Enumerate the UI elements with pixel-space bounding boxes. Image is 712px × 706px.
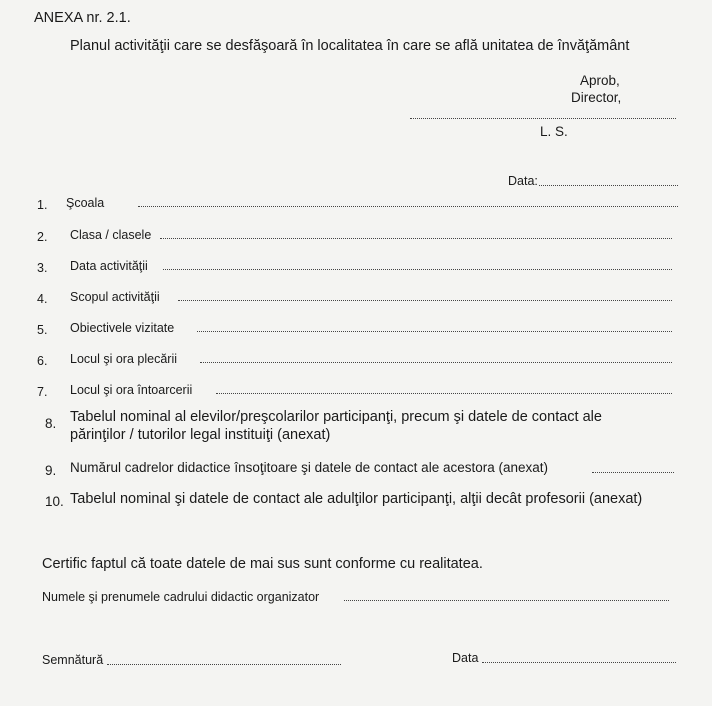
item-fill-line [178,300,672,301]
item-number: 8. [45,416,57,431]
approve-label: Aprob, [580,73,620,88]
item-number: 7. [37,385,48,399]
item-label-adults-table: Tabelul nominal şi datele de contact ale adulţilor participanţi, alţii decât profesorii (anexat) [70,491,643,507]
item-fill-line [163,269,672,270]
approval-date-label: Data: [508,174,538,188]
item-label-students-table-cont: părinţilor / tutorilor legal instituiţi (anexat) [70,427,331,443]
item-number: 3. [37,261,48,275]
item-number: 10. [45,494,64,509]
item-number: 9. [45,463,57,478]
director-label: Director, [571,90,622,105]
bottom-date-label: Data [452,651,479,665]
item-label-teachers: Numărul cadrelor didactice însoţitoare şi datele de contact ale acestora (anexat) [70,460,549,475]
item-label-return: Locul şi ora întoarcerii [70,383,193,397]
item-number: 6. [37,354,48,368]
item-fill-line [200,362,672,363]
item-fill-line [160,238,672,239]
item-label-activity-purpose: Scopul activităţii [70,290,160,304]
organizer-label: Numele şi prenumele cadrului didactic organizator [42,590,320,604]
item-fill-line [138,206,678,207]
signature-fill-line [107,664,341,665]
item-label-students-table: Tabelul nominal al elevilor/preşcolarilor participanţi, precum şi datele de contact ale [70,409,602,425]
item-label-classes: Clasa / clasele [70,228,152,242]
seal-label: L. S. [540,124,568,139]
annex-label: ANEXA nr. 2.1. [34,10,131,26]
bottom-date-fill-line [482,662,676,663]
item-fill-line [592,472,674,473]
item-fill-line [197,331,672,332]
organizer-fill-line [344,600,669,601]
item-label-visited-objectives: Obiectivele vizitate [70,321,175,335]
item-label-departure: Locul şi ora plecării [70,352,177,366]
item-fill-line [216,393,672,394]
item-number: 5. [37,323,48,337]
director-signature-line [410,118,676,119]
item-number: 1. [37,198,48,212]
signature-label: Semnătură [42,653,104,667]
item-number: 4. [37,292,48,306]
item-label-school: Şcoala [66,196,105,210]
item-label-activity-date: Data activităţii [70,259,148,273]
approval-date-line [539,185,678,186]
certification-text: Certific faptul că toate datele de mai sus sunt conforme cu realitatea. [42,556,483,572]
item-number: 2. [37,230,48,244]
document-title: Planul activităţii care se desfăşoară în localitatea în care se află unitatea de învăţământ [70,38,630,54]
